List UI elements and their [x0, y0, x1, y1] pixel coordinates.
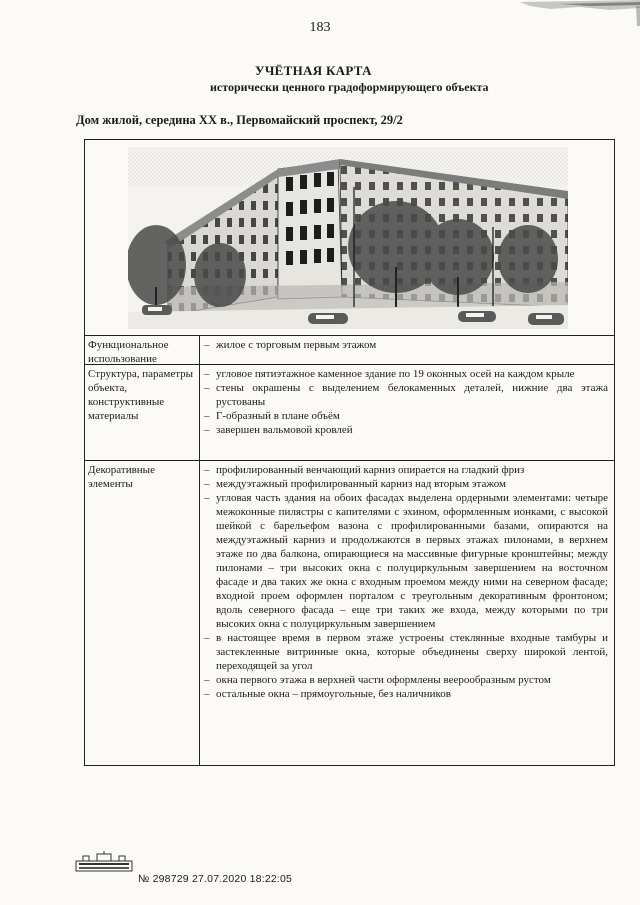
list-item: – Г-образный в плане объём [202, 409, 608, 423]
document-number: № 298729 [138, 873, 189, 885]
row-label: Функциональное использование [88, 339, 169, 365]
registration-card-table [84, 139, 615, 766]
list-item: – завершен вальмовой кровлей [202, 423, 608, 437]
list-item: – в настоящее время в первом этаже устроены стеклянные входные тамбуры и застекленные витринные окна, которые объединены сверху широкой лентой, переходящей за угол [202, 631, 608, 673]
row-items [202, 463, 608, 701]
row-label: Декоративные элементы [88, 464, 155, 490]
object-name: Дом жилой, середина XX в., Первомайский проспект, 29/2 [76, 113, 403, 127]
row-items [202, 367, 608, 437]
list-item: – угловое пятиэтажное каменное здание по 19 оконных осей на каждом крыле [202, 367, 608, 381]
row-items [202, 338, 608, 352]
row-structure [85, 365, 614, 461]
list-item: – остальные окна – прямоугольные, без наличников [202, 687, 608, 701]
row-label: Структура, параметры объекта, конструктивные материалы [88, 368, 194, 422]
list-item: – угловая часть здания на обоих фасадах выделена ордерными элементами: четыре межоконные пилястры с капителями с эхином, оформленным ионками, с высокой шейкой с барельефом вазона с профилированными базами, опираются на междуэтажный карниз и продолжаются в первых этажах пилонами, в верхнем этаже по два балкона, опирающиеся на массивные фигурные кронштейны; между пилонами – три высоких окна с полуциркульным завершением на восточном фасаде и два таких же окна с входным проемом между ними на северном фасаде; входной проем оформлен порталом с треугольным декоративным фронтоном; вдоль северного фасада – еще три таких же входа, между которыми по три высоких окна с полуциркульным завершением [202, 491, 608, 631]
registry-stamp-logo [75, 851, 133, 873]
row-decorative [85, 461, 614, 765]
column-divider [199, 336, 200, 364]
list-item: – междуэтажный профилированный карниз над вторым этажом [202, 477, 608, 491]
row-functional-use [85, 336, 614, 365]
list-item: – окна первого этажа в верхней части оформлены веерообразным рустом [202, 673, 608, 687]
list-item: – профилированный венчающий карниз опирается на гладкий фриз [202, 463, 608, 477]
document-footer [138, 873, 292, 885]
building-photo [128, 147, 568, 329]
photo-cell [85, 140, 614, 336]
card-title: УЧЁТНАЯ КАРТА [255, 63, 372, 78]
list-item: – жилое с торговым первым этажом [202, 338, 608, 352]
page-number: 183 [309, 20, 331, 35]
card-subtitle: исторически ценного градоформирующего объекта [210, 80, 489, 94]
column-divider [199, 461, 200, 765]
list-item: – стены окрашены с выделением белокаменных деталей, нижние два этажа рустованы [202, 381, 608, 409]
column-divider [199, 365, 200, 460]
document-timestamp: 27.07.2020 18:22:05 [191, 873, 293, 885]
